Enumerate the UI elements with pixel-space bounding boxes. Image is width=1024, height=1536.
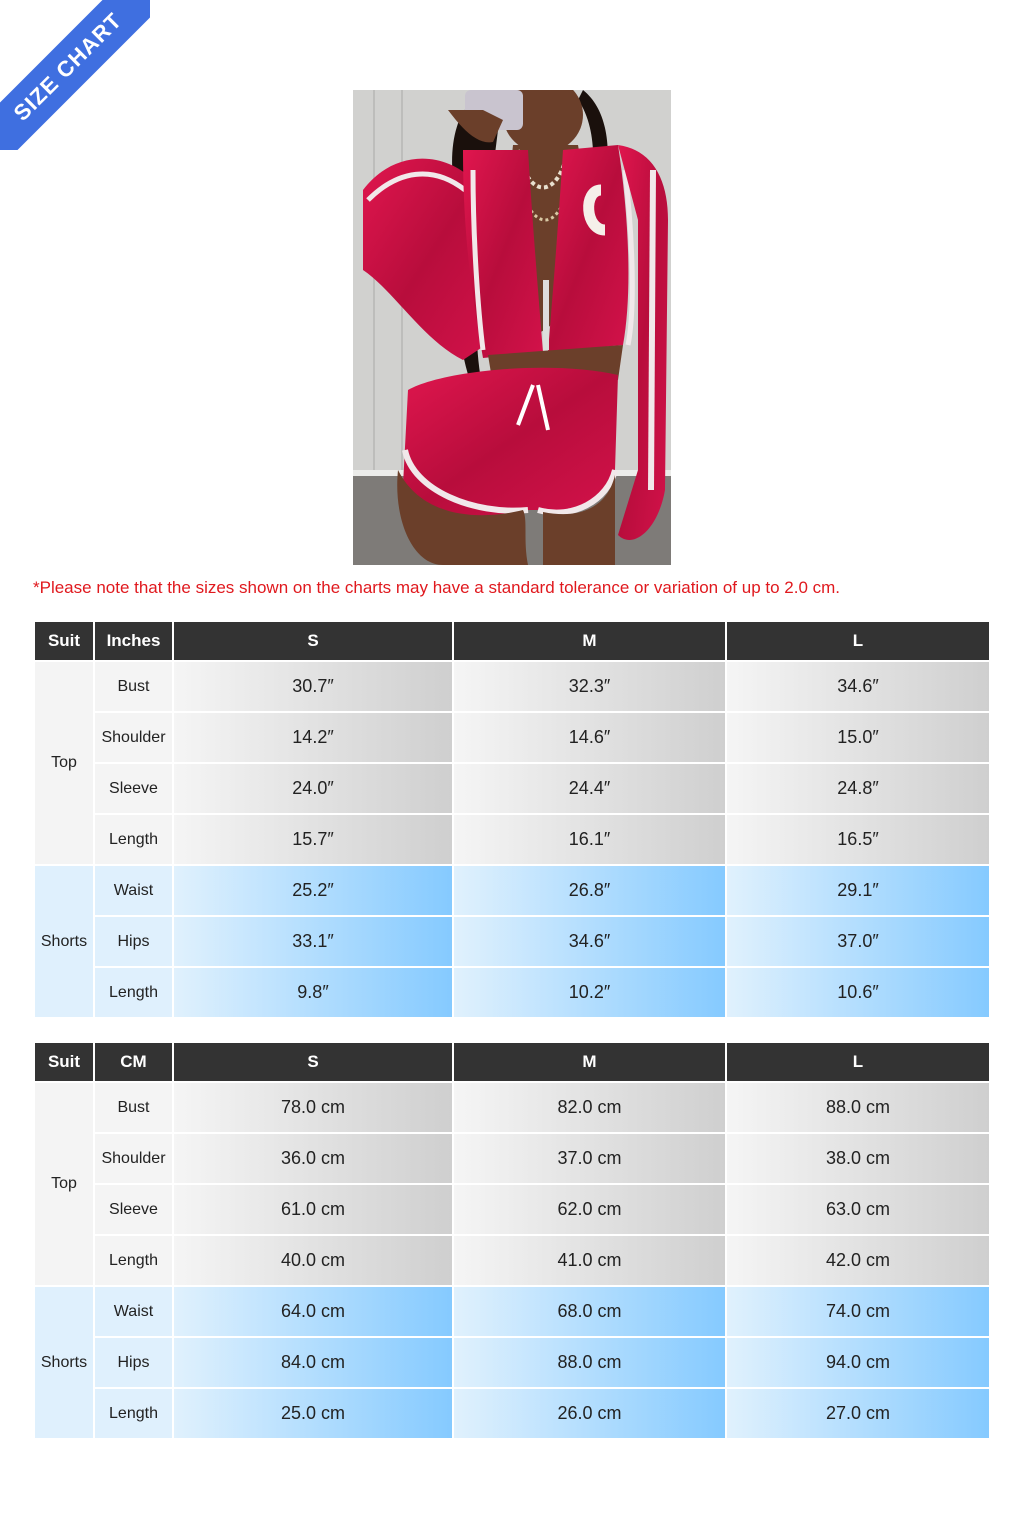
cell-m: 34.6″ [454,917,725,966]
header-size-s: S [174,1043,452,1081]
cell-l: 74.0 cm [727,1287,989,1336]
cell-s: 15.7″ [174,815,452,864]
table-row [35,1185,989,1234]
header-size-m: M [454,1043,725,1081]
row-label: Bust [95,662,172,711]
header-size-l: L [727,622,989,660]
size-chart-badge [0,0,150,150]
cell-s: 25.2″ [174,866,452,915]
table-row [35,1287,989,1336]
group-label-top: Top [35,662,93,864]
cell-l: 34.6″ [727,662,989,711]
group-label-shorts: Shorts [35,1287,93,1438]
group-label-top: Top [35,1083,93,1285]
product-photo-red-velour-hoodie-and-shorts-set-icon [353,90,671,565]
cell-s: 14.2″ [174,713,452,762]
cell-l: 10.6″ [727,968,989,1017]
cell-l: 94.0 cm [727,1338,989,1387]
cell-m: 82.0 cm [454,1083,725,1132]
tolerance-note: *Please note that the sizes shown on the charts may have a standard tolerance or variation of up to 2.0 cm. [33,578,841,597]
table-row [35,866,989,915]
cell-m: 26.8″ [454,866,725,915]
size-table-inches [33,620,991,1019]
cell-m: 41.0 cm [454,1236,725,1285]
row-label: Sleeve [95,764,172,813]
row-label: Shoulder [95,1134,172,1183]
cell-s: 25.0 cm [174,1389,452,1438]
cell-m: 37.0 cm [454,1134,725,1183]
cell-s: 9.8″ [174,968,452,1017]
table-row [35,1236,989,1285]
header-unit: CM [95,1043,172,1081]
cell-l: 38.0 cm [727,1134,989,1183]
row-label: Bust [95,1083,172,1132]
header-suit: Suit [35,1043,93,1081]
table-row [35,1338,989,1387]
cell-s: 64.0 cm [174,1287,452,1336]
cell-l: 37.0″ [727,917,989,966]
table-row [35,968,989,1017]
row-label: Waist [95,1287,172,1336]
row-label: Hips [95,917,172,966]
cell-m: 68.0 cm [454,1287,725,1336]
table-row [35,1134,989,1183]
table-row [35,815,989,864]
cell-l: 24.8″ [727,764,989,813]
cell-m: 26.0 cm [454,1389,725,1438]
table-row [35,917,989,966]
cell-l: 88.0 cm [727,1083,989,1132]
row-label: Shoulder [95,713,172,762]
cell-s: 24.0″ [174,764,452,813]
cell-l: 16.5″ [727,815,989,864]
header-suit: Suit [35,622,93,660]
cell-s: 84.0 cm [174,1338,452,1387]
cell-s: 61.0 cm [174,1185,452,1234]
table-row [35,1083,989,1132]
table-header-row [35,622,989,660]
cell-m: 24.4″ [454,764,725,813]
cell-m: 32.3″ [454,662,725,711]
product-photo [353,90,671,565]
group-label-shorts: Shorts [35,866,93,1017]
row-label: Length [95,1389,172,1438]
table-header-row [35,1043,989,1081]
cell-m: 14.6″ [454,713,725,762]
size-chart-badge-label: SIZE CHART [0,0,150,150]
cell-l: 29.1″ [727,866,989,915]
row-label: Length [95,1236,172,1285]
cell-s: 78.0 cm [174,1083,452,1132]
header-size-s: S [174,622,452,660]
table-row [35,713,989,762]
cell-m: 88.0 cm [454,1338,725,1387]
cell-l: 42.0 cm [727,1236,989,1285]
cell-s: 33.1″ [174,917,452,966]
header-size-m: M [454,622,725,660]
table-row [35,1389,989,1438]
cell-s: 40.0 cm [174,1236,452,1285]
row-label: Sleeve [95,1185,172,1234]
header-size-l: L [727,1043,989,1081]
size-table-cm [33,1041,991,1440]
cell-l: 27.0 cm [727,1389,989,1438]
cell-m: 62.0 cm [454,1185,725,1234]
cell-s: 36.0 cm [174,1134,452,1183]
cell-m: 10.2″ [454,968,725,1017]
table-row [35,662,989,711]
cell-l: 15.0″ [727,713,989,762]
cell-s: 30.7″ [174,662,452,711]
row-label: Waist [95,866,172,915]
row-label: Hips [95,1338,172,1387]
table-row [35,764,989,813]
row-label: Length [95,815,172,864]
cell-l: 63.0 cm [727,1185,989,1234]
row-label: Length [95,968,172,1017]
cell-m: 16.1″ [454,815,725,864]
header-unit: Inches [95,622,172,660]
